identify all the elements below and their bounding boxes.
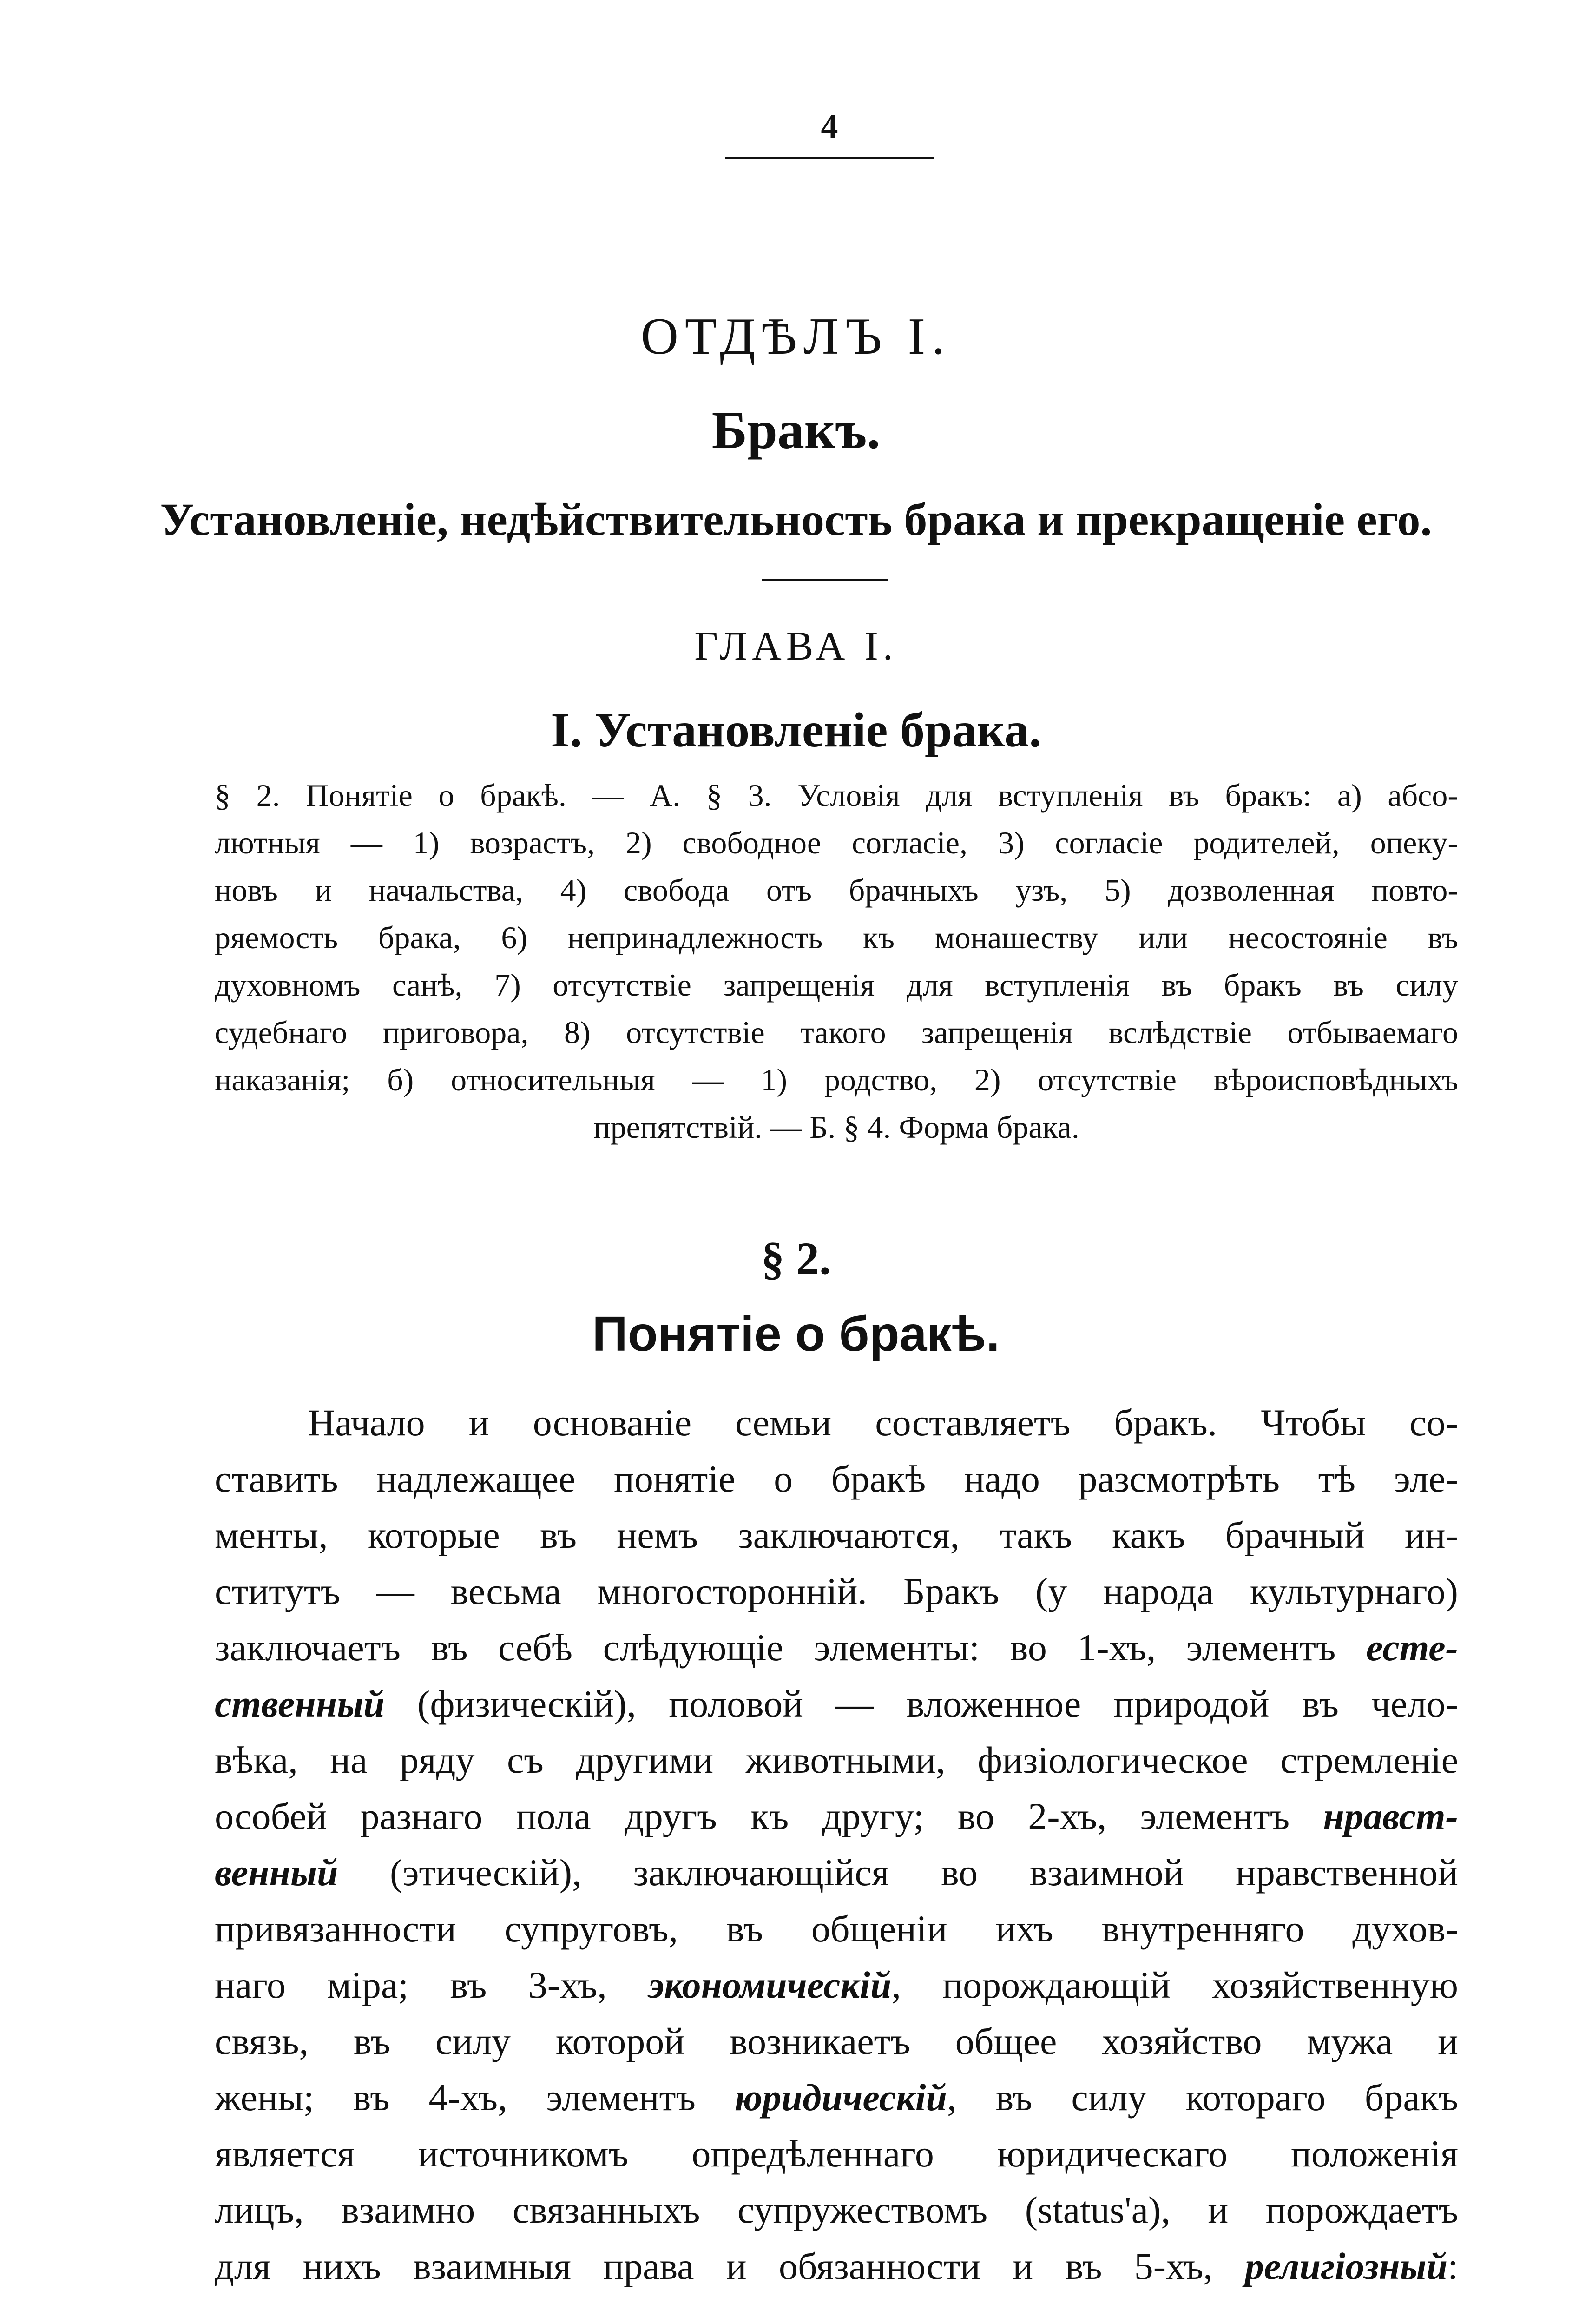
body-text-run: (физическій), половой — вложенное природой въ чело- <box>384 1683 1458 1725</box>
page-number: 4 <box>821 107 838 145</box>
summary-line: новъ и начальства, 4) свобода отъ брачныхъ узъ, 5) дозволенная повто- <box>215 872 1458 908</box>
body-text-run: наго міра; въ 3-хъ, <box>215 1964 649 2006</box>
body-text-run: вѣка, на ряду съ другими животными, физіологическое стремленіе <box>215 1739 1458 1781</box>
body-line <box>215 1676 1458 1732</box>
italic-term: есте- <box>1366 1626 1458 1669</box>
body-text-run: ститутъ — весьма многосторонній. Бракъ (у народа культурнаго) <box>215 1570 1458 1612</box>
body-text-run: для нихъ взаимныя права и обязанности и въ 5-хъ, <box>215 2245 1245 2287</box>
paragraph-title: Понятіе о бракѣ. <box>592 1307 1000 1361</box>
section-heading: I. Установленіе брака. <box>551 703 1041 757</box>
summary-line: судебнаго приговора, 8) отсутствіе такого запрещенія вслѣдствіе отбываемаго <box>215 1015 1458 1050</box>
body-text-run: , порождающій хозяйственную <box>891 1964 1458 2006</box>
body-line <box>215 1732 1458 1788</box>
body-text-run: менты, которые въ немъ заключаются, такъ какъ брачный ин- <box>215 1514 1458 1556</box>
body-line <box>215 2238 1458 2294</box>
body-line <box>215 1844 1458 1901</box>
body-line <box>215 2126 1458 2182</box>
division-heading: ОТДѢЛЪ I. <box>640 308 952 365</box>
body-line <box>215 1901 1458 1957</box>
summary-line: ряемость брака, 6) непринадлежность къ монашеству или несостояніе въ <box>215 920 1458 955</box>
body-text-run: ставить надлежащее понятіе о бракѣ надо разсмотрѣть тѣ эле- <box>215 1458 1458 1500</box>
body-line <box>215 1619 1458 1676</box>
body-text-run: : <box>1447 2245 1458 2287</box>
body-line <box>215 1957 1458 2013</box>
body-line <box>215 1394 1458 1451</box>
body-text-run: связь, въ силу которой возникаетъ общее хозяйство мужа и <box>215 2020 1458 2062</box>
page-number-rule <box>725 157 934 159</box>
body-text <box>215 1394 1458 2294</box>
body-text-run: особей разнаго пола другъ къ другу; во 2-хъ, элементъ <box>215 1795 1323 1837</box>
italic-term: венный <box>215 1851 338 1894</box>
summary-line: наказанія; б) относительныя — 1) родство, 2) отсутствіе вѣроисповѣдныхъ <box>215 1062 1458 1097</box>
body-line <box>215 2182 1458 2238</box>
summary-line: лютныя — 1) возрастъ, 2) свободное согласіе, 3) согласіе родителей, опеку- <box>215 825 1458 860</box>
paragraph-heading: § 2. <box>761 1233 831 1284</box>
contents-summary <box>215 772 1458 1151</box>
italic-term: экономическій <box>648 1964 892 2006</box>
italic-term: нравст- <box>1323 1795 1458 1837</box>
body-line <box>215 1563 1458 1619</box>
body-line <box>215 2013 1458 2069</box>
summary-line: духовномъ санѣ, 7) отсутствіе запрещенія для вступленія въ бракъ въ силу <box>215 967 1458 1003</box>
body-text-run: жены; въ 4-хъ, элементъ <box>215 2076 735 2119</box>
body-text-run: (этическій), заключающійся во взаимной нравственной <box>338 1851 1458 1894</box>
body-line <box>215 2069 1458 2126</box>
body-text-run: лицъ, взаимно связанныхъ супружествомъ (status'а), и порождаетъ <box>215 2189 1458 2231</box>
italic-term: ственный <box>215 1683 385 1725</box>
italic-term: религіозный <box>1245 2245 1448 2287</box>
division-subtitle: Установленіе, недѣйствительность брака и прекращеніе его. <box>160 494 1432 545</box>
italic-term: юридическій <box>734 2076 947 2119</box>
division-title: Бракъ. <box>711 401 881 460</box>
chapter-heading: ГЛАВА I. <box>694 624 898 669</box>
body-text-run: Начало и основаніе семьи составляетъ бракъ. Чтобы со- <box>308 1401 1458 1444</box>
body-line <box>215 1788 1458 1844</box>
body-text-run: привязанности супруговъ, въ общеніи ихъ внутренняго духов- <box>215 1908 1458 1950</box>
body-line <box>215 1451 1458 1507</box>
summary-line: препятствій. — Б. § 4. Форма брака. <box>593 1109 1079 1145</box>
body-text-run: является источникомъ опредѣленнаго юридическаго положенія <box>215 2133 1458 2175</box>
body-line <box>215 1507 1458 1563</box>
body-text-run: заключаетъ въ себѣ слѣдующіе элементы: во 1-хъ, элементъ <box>215 1626 1366 1669</box>
divider-rule <box>762 579 888 581</box>
summary-line: § 2. Понятіе о бракѣ. — А. § 3. Условія для вступленія въ бракъ: а) абсо- <box>215 778 1458 813</box>
body-text-run: , въ силу котораго бракъ <box>947 2076 1458 2119</box>
